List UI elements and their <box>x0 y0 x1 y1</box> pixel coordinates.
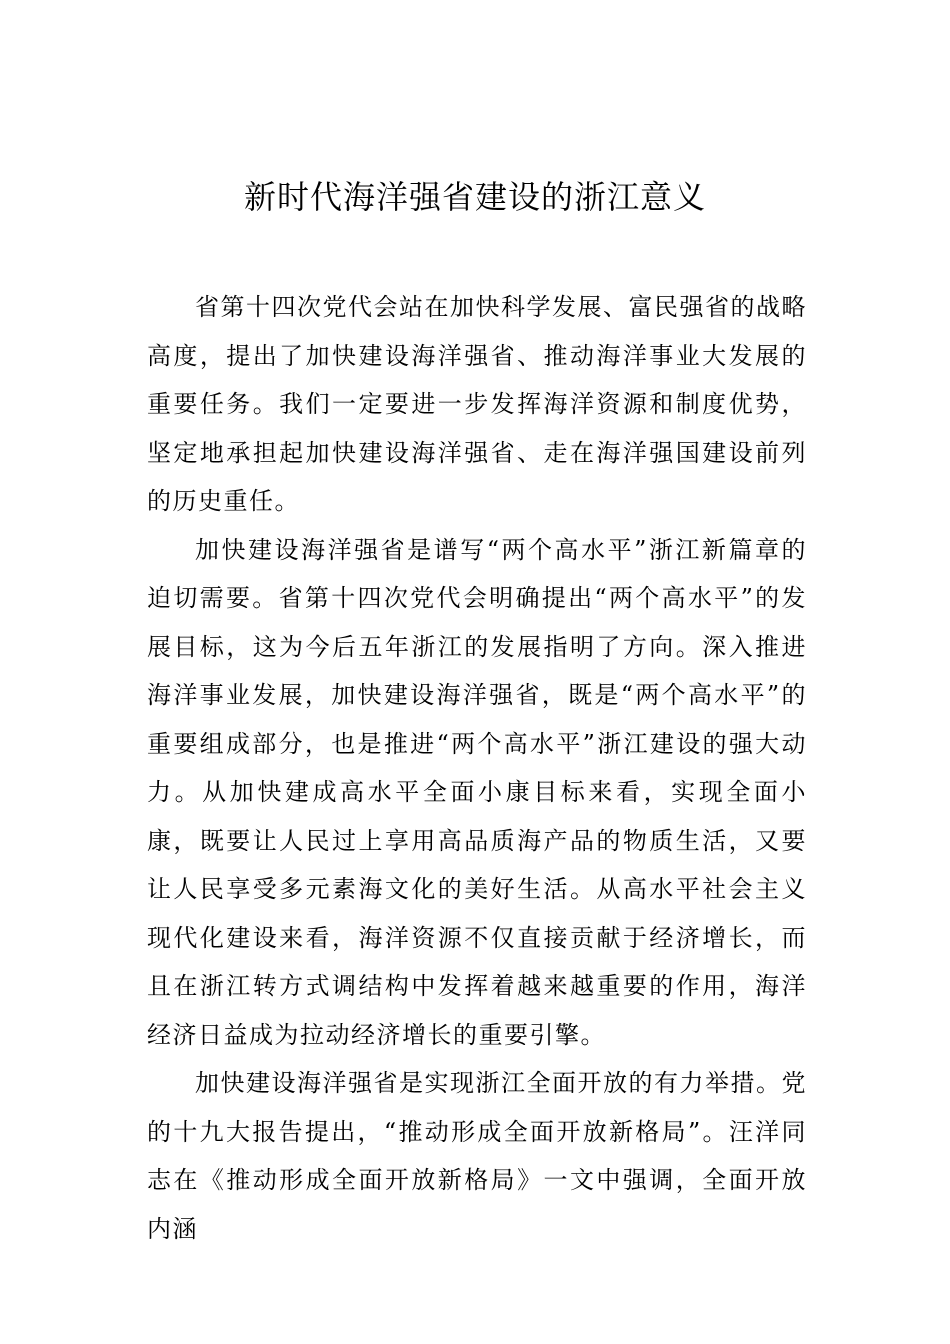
paragraph: 省第十四次党代会站在加快科学发展、富民强省的战略高度，提出了加快建设海洋强省、推动海洋事业大发展的重要任务。我们一定要进一步发挥海洋资源和制度优势，坚定地承担起加快建设海洋强省、走在海洋强国建设前列的历史重任。 <box>147 293 807 515</box>
document-title: 新时代海洋强省建设的浙江意义 <box>243 178 706 216</box>
paragraph: 加快建设海洋强省是实现浙江全面开放的有力举措。党的十九大报告提出，“推动形成全面开放新格局”。汪洋同志在《推动形成全面开放新格局》一文中强调，全面开放内涵 <box>147 1069 807 1243</box>
paragraph: 加快建设海洋强省是谱写“两个高水平”浙江新篇章的迫切需要。省第十四次党代会明确提出“两个高水平”的发展目标，这为今后五年浙江的发展指明了方向。深入推进海洋事业发展，加快建设海洋强省，既是“两个高水平”的重要组成部分，也是推进“两个高水平”浙江建设的强大动力。从加快建成高水平全面小康目标来看，实现全面小康，既要让人民过上享用高品质海产品的物质生活，又要让人民享受多元素海文化的美好生活。从高水平社会主义现代化建设来看，海洋资源不仅直接贡献于经济增长，而且在浙江转方式调结构中发挥着越来越重要的作用，海洋经济日益成为拉动经济增长的重要引擎。 <box>147 535 807 1049</box>
document-body <box>147 283 807 1253</box>
